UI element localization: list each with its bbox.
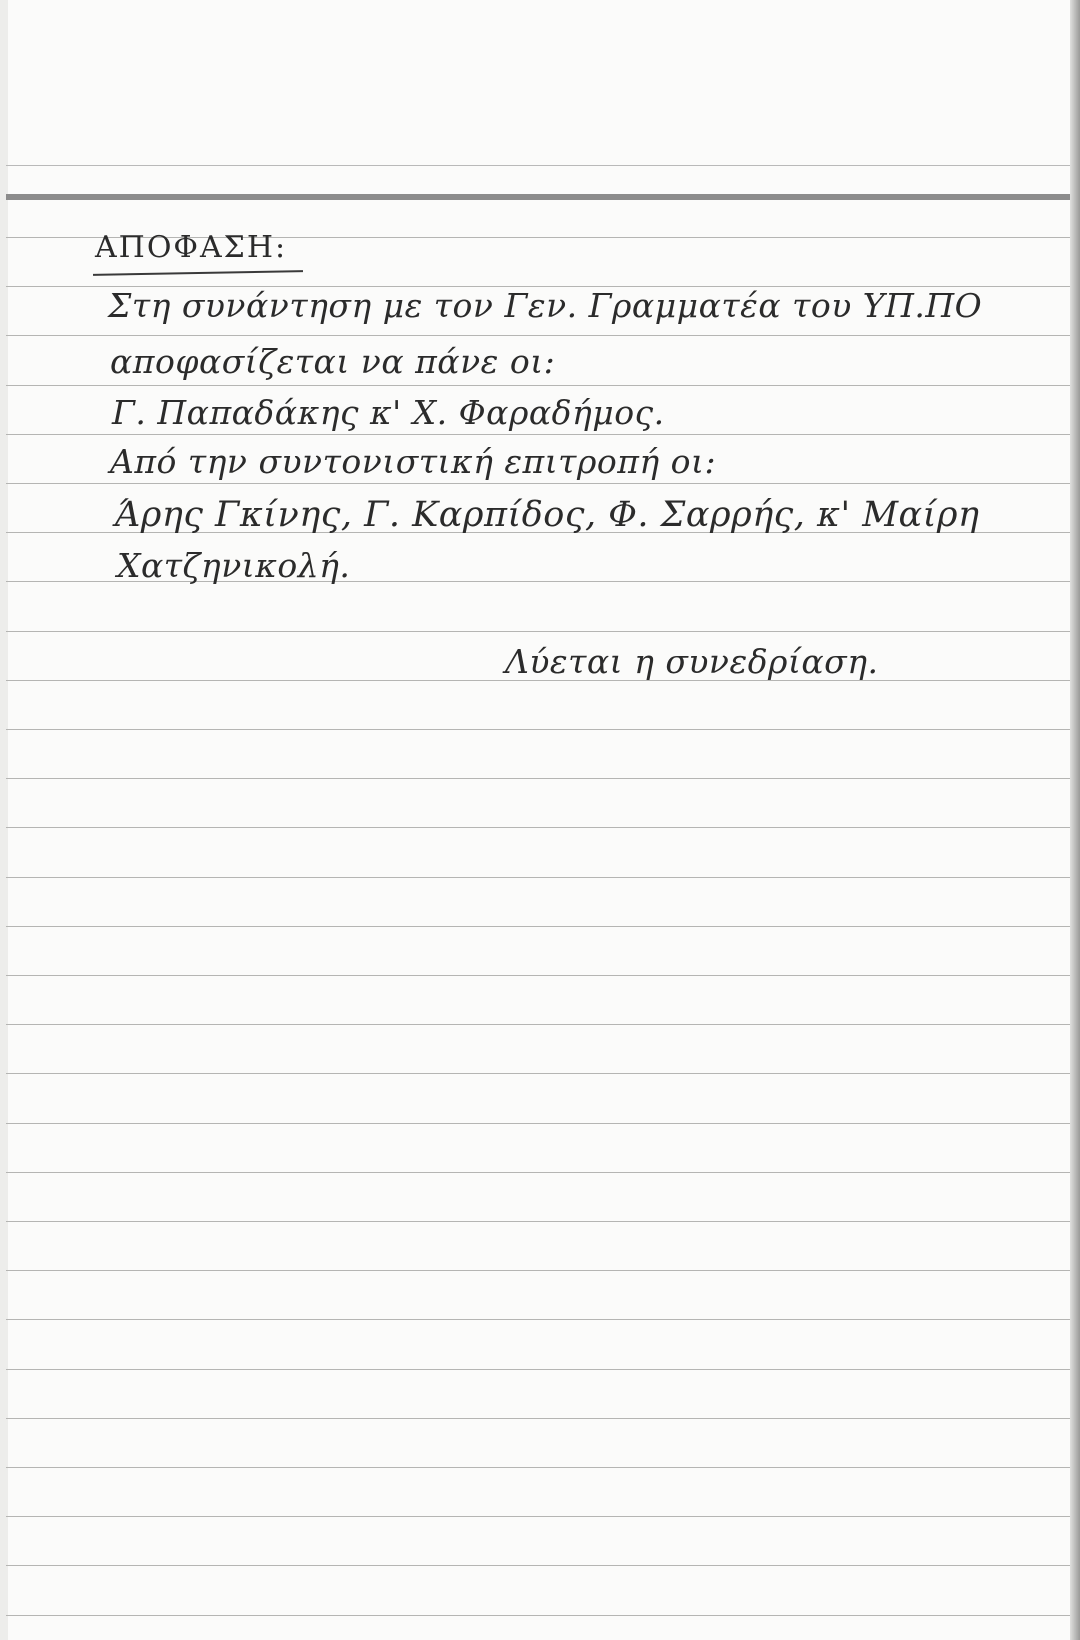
ruled-line xyxy=(6,483,1070,484)
header-rule xyxy=(6,194,1070,200)
ruled-line xyxy=(6,1516,1070,1517)
handwritten-line-6: Χατζηνικολή. xyxy=(117,546,351,585)
ruled-line xyxy=(6,1123,1070,1124)
ruled-line xyxy=(6,1172,1070,1173)
ruled-line xyxy=(6,1221,1070,1222)
closing-line: Λύεται η συνεδρίαση. xyxy=(505,642,879,681)
page-left-edge xyxy=(0,0,8,1640)
ruled-line xyxy=(6,1270,1070,1271)
ruled-line xyxy=(6,335,1070,336)
top-margin-line xyxy=(6,165,1070,166)
ruled-line xyxy=(6,631,1070,632)
ruled-line xyxy=(6,975,1070,976)
ruled-line xyxy=(6,1369,1070,1370)
ruled-line xyxy=(6,1615,1070,1616)
ruled-line xyxy=(6,1467,1070,1468)
page-right-edge-shadow xyxy=(1070,0,1080,1640)
ruled-line xyxy=(6,877,1070,878)
decision-heading: ΑΠΟΦΑΣΗ: xyxy=(95,230,288,265)
ruled-line xyxy=(6,1024,1070,1025)
handwritten-line-4: Από την συντονιστική επιτροπή οι: xyxy=(110,442,717,481)
ruled-line xyxy=(6,1565,1070,1566)
ruled-line xyxy=(6,1073,1070,1074)
ruled-line xyxy=(6,1319,1070,1320)
ruled-line xyxy=(6,778,1070,779)
ruled-line xyxy=(6,729,1070,730)
ruled-line xyxy=(6,385,1070,386)
handwritten-line-1: Στη συνάντηση με τον Γεν. Γραμματέα του ΥΠ.ΠΟ xyxy=(108,286,983,325)
ruled-line xyxy=(6,434,1070,435)
ruled-line xyxy=(6,926,1070,927)
handwritten-line-5: Άρης Γκίνης, Γ. Καρπίδος, Φ. Σαρρής, κ' Μαίρη xyxy=(115,495,980,535)
ruled-line xyxy=(6,827,1070,828)
ruled-line xyxy=(6,1418,1070,1419)
heading-underline xyxy=(93,270,303,276)
handwritten-line-2: αποφασίζεται να πάνε οι: xyxy=(110,342,556,381)
handwritten-line-3: Γ. Παπαδάκης κ' Χ. Φαραδήμος. xyxy=(112,393,665,432)
